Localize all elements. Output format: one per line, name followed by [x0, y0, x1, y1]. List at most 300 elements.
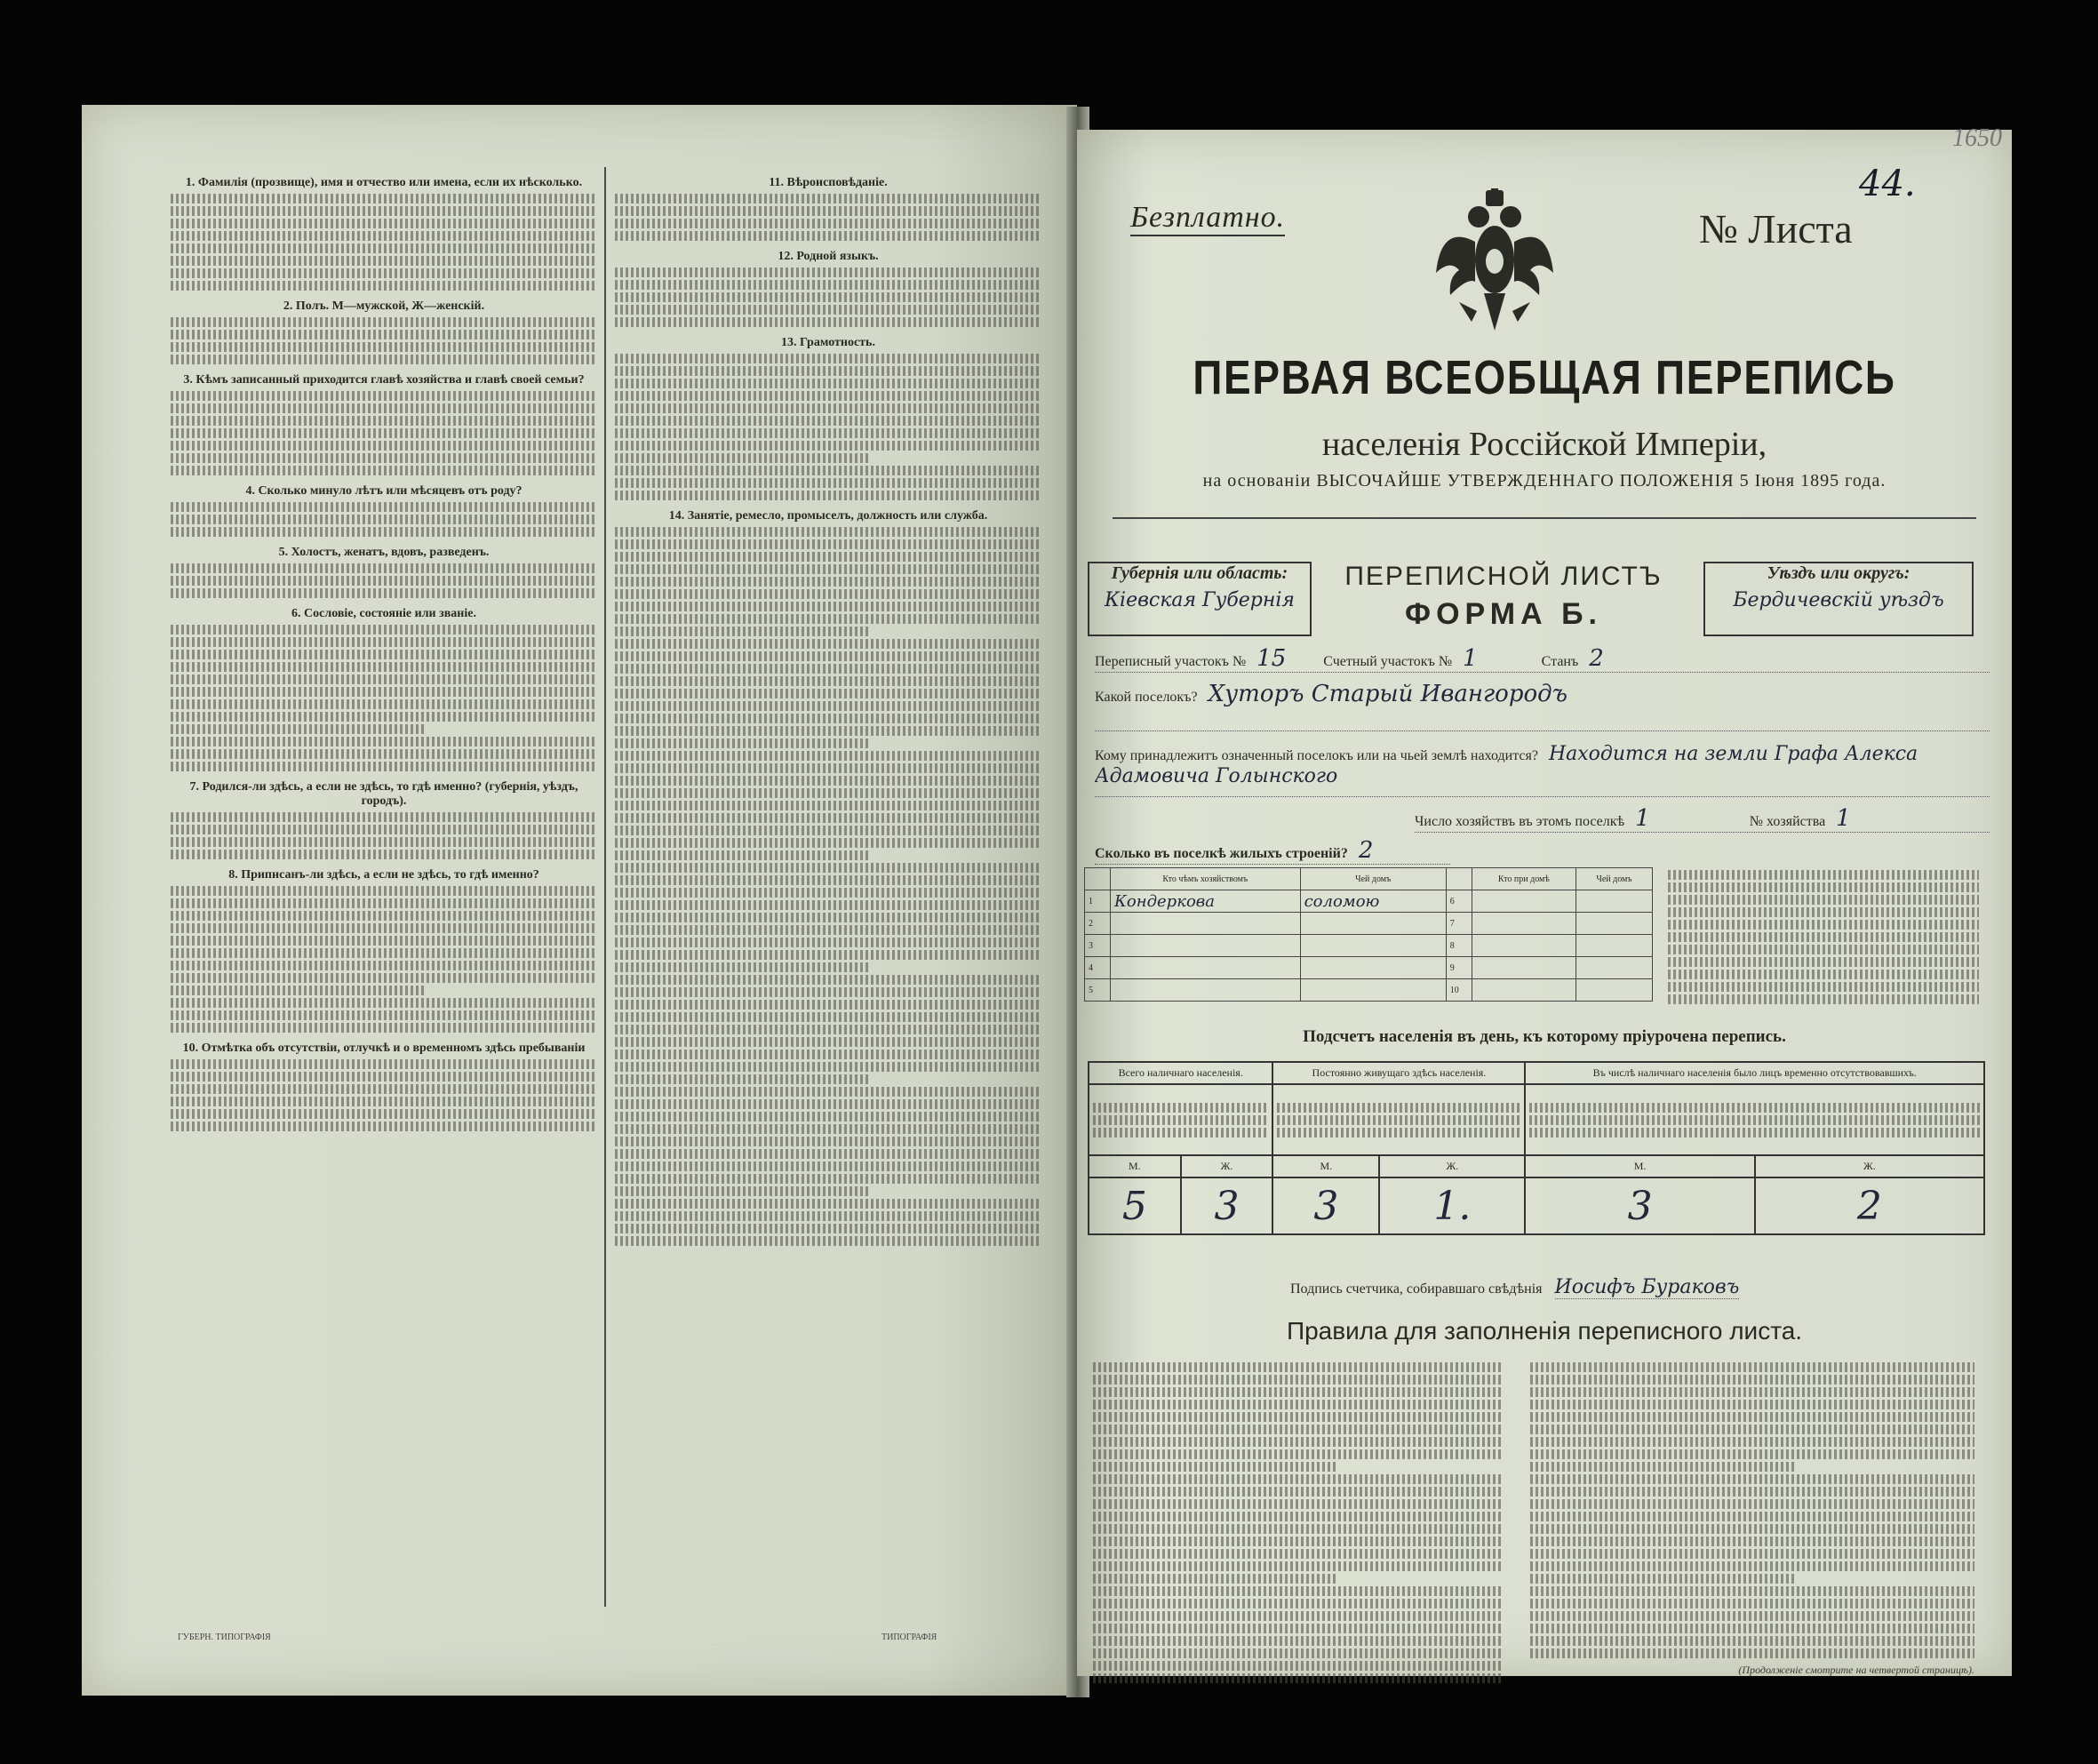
table-row: [1085, 935, 1653, 957]
table-cell: [1111, 935, 1301, 957]
table-header: Чей домъ: [1575, 868, 1652, 890]
text-line: [171, 330, 597, 339]
rules-right-column: [1530, 1360, 1974, 1677]
text-line: [1530, 1599, 1974, 1608]
buildings-value: 2: [1358, 837, 1374, 864]
text-line: [615, 1050, 1041, 1059]
text-line: [615, 676, 1041, 686]
text-line: [1093, 1574, 1338, 1584]
signature-row: [1290, 1276, 1739, 1298]
district-numbers-row: [1095, 645, 1990, 673]
text-line: [1093, 1387, 1502, 1397]
text-line: [171, 986, 427, 995]
population-count-value: 3: [1525, 1177, 1754, 1234]
text-line: [615, 813, 1041, 823]
sex-label: Ж.: [1755, 1155, 1984, 1177]
text-line: [615, 826, 1041, 835]
text-line: [615, 938, 1041, 947]
text-line: [615, 639, 1041, 649]
population-count-title: Подсчетъ населенія въ день, къ которому пріурочена перепись.: [1303, 1027, 1786, 1046]
text-line: [615, 1087, 1041, 1097]
text-line: [171, 650, 597, 659]
text-line: [171, 1072, 597, 1082]
text-line: [1530, 1512, 1974, 1521]
text-line: [615, 987, 1041, 997]
table-cell: [1575, 913, 1652, 935]
text-line: [171, 428, 597, 438]
text-line: [171, 194, 597, 204]
text-line: [171, 724, 427, 734]
text-line: [1093, 1599, 1502, 1608]
section-title: 5. Холостъ, женатъ, вдовъ, разведенъ.: [278, 546, 490, 559]
main-title: ПЕРВАЯ ВСЕОБЩАЯ ПЕРЕПИСЬ: [1193, 351, 1896, 404]
text-line: [171, 416, 597, 426]
household-no-value: 1: [1836, 805, 1851, 832]
text-line: [171, 403, 597, 413]
text-line: [615, 627, 871, 636]
district-label: Уѣздъ или округъ:: [1767, 563, 1911, 583]
text-line: [615, 875, 1041, 885]
text-line: [615, 714, 1041, 723]
text-line: [171, 256, 597, 266]
table-header: Кто чѣмъ хозяйствомъ: [1111, 868, 1301, 890]
text-line: [171, 515, 597, 524]
section-title: 7. Родился-ли здѣсь, а если не здѣсь, то гдѣ именно? (губернія, уѣздъ, городъ).: [189, 780, 578, 808]
text-line: [1530, 1624, 1974, 1633]
text-line: [1093, 1425, 1502, 1434]
text-line: [615, 900, 1041, 910]
footer-printer-left: ГУБЕРН. ТИПОГРАФІЯ: [178, 1632, 271, 1642]
table-cell: 10: [1446, 979, 1472, 1002]
section-title: 13. Грамотность.: [781, 336, 875, 349]
text-line: [615, 651, 1041, 661]
table-cell: [1575, 890, 1652, 913]
table-cell: [1111, 957, 1301, 979]
signature-label: Подпись счетчика, собиравшаго свѣдѣнія: [1290, 1281, 1543, 1297]
text-line: [615, 925, 1041, 935]
text-line: [1530, 1648, 1974, 1658]
sheet-number-handwritten: 44.: [1859, 164, 1916, 204]
text-line: [1530, 1537, 1974, 1546]
table-row: [1085, 957, 1653, 979]
text-line: [615, 888, 1041, 898]
table-cell: Кондеркова: [1111, 890, 1301, 913]
text-line: [615, 491, 1041, 500]
text-line: [171, 588, 597, 598]
table-cell: [1111, 979, 1301, 1002]
text-line: [1093, 1375, 1502, 1385]
text-line: [615, 305, 1041, 315]
form-title: ПЕРЕПИСНОЙ ЛИСТЪ: [1344, 562, 1663, 591]
text-line: [1093, 1673, 1502, 1683]
section-title: 14. Занятіе, ремесло, промыселъ, должность или служба.: [668, 509, 988, 523]
text-line: [615, 1025, 1041, 1034]
population-count-value: 2: [1755, 1177, 1984, 1234]
table-cell: [1300, 957, 1446, 979]
text-line: [615, 726, 1041, 736]
table-cell: [1472, 890, 1575, 913]
text-line: [1530, 1636, 1974, 1646]
text-line: [615, 1112, 1041, 1121]
text-line: [1093, 1524, 1502, 1534]
table-cell: [1111, 913, 1301, 935]
text-line: [1093, 1474, 1502, 1484]
buildings-row: [1095, 837, 1450, 865]
population-count-value: 1.: [1379, 1177, 1525, 1234]
text-line: [615, 589, 1041, 599]
text-line: [171, 699, 597, 709]
population-count-table: [1088, 1061, 1985, 1235]
text-line: [615, 689, 1041, 698]
text-line: [1530, 1499, 1974, 1509]
text-line: [615, 194, 1041, 204]
text-line: [171, 1010, 597, 1020]
table-cell: 4: [1085, 957, 1111, 979]
section-title: 6. Сословіе, состояніе или званіе.: [291, 607, 476, 620]
text-line: [1093, 1487, 1502, 1497]
text-line: [615, 751, 1041, 761]
owner-label: Кому принадлежитъ означенный поселокъ или на чьей землѣ находится?: [1095, 748, 1538, 763]
text-line: [1530, 1387, 1974, 1397]
text-line: [615, 379, 1041, 388]
district-value: Бердичевскій уѣздъ: [1733, 589, 1944, 611]
text-line: [615, 1186, 871, 1196]
form-heading: [1335, 562, 1672, 632]
text-line: [171, 466, 597, 475]
text-line: [1530, 1487, 1974, 1497]
text-line: [171, 527, 597, 537]
text-line: [1093, 1624, 1502, 1633]
text-line: [171, 898, 597, 908]
section-title: 1. Фамилія (прозвище), имя и отчество или имена, если их нѣсколько.: [185, 176, 583, 189]
text-line: [1093, 1412, 1502, 1422]
left-page: [82, 105, 1077, 1696]
signature-value: Иосифъ Бураковъ: [1554, 1276, 1740, 1298]
text-line: [615, 1149, 1041, 1159]
text-line: [615, 317, 1041, 327]
owner-row: [1095, 743, 1990, 797]
text-line: [615, 552, 1041, 562]
text-line: [171, 219, 597, 228]
text-line: [615, 1099, 1041, 1109]
text-line: [171, 637, 597, 647]
text-line: [1093, 1437, 1502, 1447]
text-line: [1530, 1474, 1974, 1484]
text-line: [615, 950, 1041, 960]
text-line: [171, 268, 597, 278]
text-line: [1093, 1449, 1502, 1459]
text-line: [171, 812, 597, 822]
text-line: [171, 674, 597, 684]
table-row: [1085, 913, 1653, 935]
text-line: [615, 403, 1041, 413]
section-title: 8. Приписанъ-ли здѣсь, а если не здѣсь, то гдѣ именно?: [228, 868, 539, 882]
table-cell: 6: [1446, 890, 1472, 913]
table-cell: [1300, 979, 1446, 1002]
text-line: [615, 577, 1041, 587]
text-line: [615, 1224, 1041, 1233]
counting-district-value: 1: [1463, 645, 1478, 672]
text-line: [615, 292, 1041, 302]
sex-label: М.: [1525, 1155, 1754, 1177]
text-line: [171, 837, 597, 847]
text-line: [171, 886, 597, 896]
text-line: [1530, 1400, 1974, 1409]
text-line: [615, 913, 1041, 922]
count-header: Въ числѣ наличнаго населенія было лицъ временно отсутствовавшихъ.: [1525, 1062, 1984, 1084]
table-cell: 2: [1085, 913, 1111, 935]
text-line: [1093, 1512, 1502, 1521]
text-line: [171, 342, 597, 352]
table-header: Кто при домѣ: [1472, 868, 1575, 890]
settlement-label: Какой поселокъ?: [1095, 690, 1198, 705]
table-cell: [1575, 957, 1652, 979]
text-line: [171, 1121, 597, 1131]
text-line: [615, 1199, 1041, 1209]
text-line: [171, 850, 597, 859]
divider: [1113, 517, 1976, 519]
text-line: [1530, 1437, 1974, 1447]
text-line: [615, 1161, 1041, 1171]
text-line: [615, 1137, 1041, 1146]
left-column-2: [615, 167, 1041, 1249]
census-district-label: Переписный участокъ №: [1095, 654, 1247, 669]
text-line: [615, 701, 1041, 711]
text-line: [615, 539, 1041, 549]
text-line: [1093, 1462, 1338, 1472]
stan-label: Станъ: [1541, 654, 1579, 669]
table-header: Чей домъ: [1300, 868, 1446, 890]
province-value: Кіевская Губернія: [1105, 589, 1295, 611]
text-line: [615, 280, 1041, 290]
text-line: [615, 1074, 871, 1084]
text-line: [615, 564, 1041, 574]
text-line: [1093, 1561, 1502, 1571]
text-line: [171, 625, 597, 635]
table-cell: 9: [1446, 957, 1472, 979]
sex-label: М.: [1089, 1155, 1181, 1177]
text-line: [171, 1059, 597, 1069]
text-line: [615, 776, 1041, 786]
table-cell: 8: [1446, 935, 1472, 957]
text-line: [615, 527, 1041, 537]
text-line: [615, 441, 1041, 451]
table-cell: 3: [1085, 935, 1111, 957]
left-column-1: [171, 167, 597, 1134]
text-line: [1093, 1648, 1502, 1658]
text-line: [171, 317, 597, 327]
text-line: [1093, 1499, 1502, 1509]
text-line: [1093, 1611, 1502, 1621]
household-no-label: № хозяйства: [1749, 814, 1826, 829]
text-line: [1530, 1574, 1797, 1584]
table-cell: соломою: [1300, 890, 1446, 913]
text-line: [615, 354, 1041, 363]
sex-label: М.: [1272, 1155, 1379, 1177]
double-headed-eagle-emblem-icon: [1432, 188, 1557, 339]
text-line: [171, 453, 597, 463]
text-line: [171, 1084, 597, 1094]
text-line: [615, 664, 1041, 674]
district-box: [1703, 562, 1974, 636]
text-line: [171, 1097, 597, 1106]
sheet-number-label: № Листа: [1699, 206, 1853, 251]
table-cell: [1575, 979, 1652, 1002]
table-cell: [1300, 913, 1446, 935]
section-title: 12. Родной языкъ.: [778, 250, 879, 263]
population-count-value: 3: [1181, 1177, 1273, 1234]
text-line: [1093, 1537, 1502, 1546]
text-line: [1093, 1586, 1502, 1596]
subtitle: населенія Россійской Имперіи,: [1321, 426, 1767, 463]
section-title: 2. Полъ. М—мужской, Ж—женскій.: [283, 299, 485, 313]
text-line: [171, 1109, 597, 1119]
text-line: [171, 737, 597, 746]
table-row: [1085, 979, 1653, 1002]
text-line: [171, 687, 597, 697]
text-line: [1530, 1524, 1974, 1534]
text-line: [171, 936, 597, 946]
text-line: [615, 863, 1041, 873]
text-line: [1530, 1561, 1974, 1571]
text-line: [615, 801, 1041, 810]
text-line: [615, 1062, 1041, 1072]
text-line: [171, 749, 597, 759]
households-label: Число хозяйствъ въ этомъ поселкѣ: [1415, 814, 1625, 829]
text-line: [171, 923, 597, 933]
province-box: [1088, 562, 1312, 636]
table-cell: [1575, 935, 1652, 957]
column-divider: [604, 167, 606, 1607]
text-line: [615, 850, 871, 860]
text-line: [615, 428, 1041, 438]
text-line: [1530, 1586, 1974, 1596]
text-line: [615, 614, 1041, 624]
section-title: 10. Отмѣтка объ отсутствіи, отлучкѣ и о временномъ здѣсь пребываніи: [182, 1042, 586, 1055]
free-label: Безплатно.: [1130, 201, 1285, 236]
table-cell: 1: [1085, 890, 1111, 913]
text-line: [1530, 1412, 1974, 1422]
text-line: [1093, 1400, 1502, 1409]
text-line: [615, 602, 1041, 611]
rules-title: Правила для заполненія переписного листа.: [1286, 1317, 1803, 1345]
owner-value: Находится на земли Графа Алекса Адамовича Голынского: [1095, 743, 1919, 787]
form-name: ФОРМА Б.: [1405, 597, 1602, 631]
text-line: [615, 206, 1041, 216]
text-line: [615, 838, 1041, 848]
text-line: [615, 1037, 1041, 1047]
text-line: [171, 355, 597, 364]
text-line: [1530, 1375, 1974, 1385]
text-line: [615, 416, 1041, 426]
census-district-value: 15: [1256, 645, 1287, 672]
text-line: [171, 825, 597, 834]
text-line: [171, 762, 597, 771]
text-line: [171, 948, 597, 958]
buildings-label: Сколько въ поселкѣ жилыхъ строеній?: [1095, 846, 1348, 861]
table-cell: [1472, 935, 1575, 957]
counting-district-label: Счетный участокъ №: [1323, 654, 1453, 669]
text-line: [171, 961, 597, 970]
settlement-value: Хуторъ Старый Ивангородъ: [1208, 681, 1568, 707]
text-line: [1530, 1449, 1974, 1459]
text-line: [615, 453, 871, 463]
text-line: [615, 1211, 1041, 1221]
household-table: [1084, 867, 1653, 1002]
table-cell: 5: [1085, 979, 1111, 1002]
text-line: [1530, 1611, 1974, 1621]
text-line: [171, 576, 597, 586]
population-count-value: 5: [1089, 1177, 1181, 1234]
text-line: [171, 662, 597, 672]
text-line: [1530, 1462, 1797, 1472]
text-line: [615, 466, 1041, 475]
sex-label: Ж.: [1379, 1155, 1525, 1177]
text-line: [171, 712, 597, 722]
text-line: [1530, 1549, 1974, 1559]
text-line: [615, 1236, 1041, 1246]
households-value: 1: [1635, 805, 1650, 832]
text-line: [1093, 1362, 1502, 1372]
table-cell: [1472, 979, 1575, 1002]
text-line: [171, 441, 597, 451]
text-line: [171, 973, 597, 983]
count-header: Всего наличнаго населенія.: [1089, 1062, 1272, 1084]
rules-left-column: [1093, 1360, 1502, 1686]
text-line: [1530, 1425, 1974, 1434]
table-cell: [1472, 913, 1575, 935]
settlement-row: [1095, 681, 1990, 731]
text-line: [615, 366, 1041, 376]
text-line: [615, 267, 1041, 277]
rules-footer: (Продолженіе смотрите на четвертой страницѣ).: [1738, 1664, 1974, 1676]
table-cell: [1472, 957, 1575, 979]
text-line: [615, 738, 871, 748]
text-line: [171, 231, 597, 241]
text-line: [615, 231, 1041, 241]
text-line: [615, 1000, 1041, 1010]
text-line: [615, 962, 871, 972]
table-row: [1085, 890, 1653, 913]
sex-label: Ж.: [1181, 1155, 1273, 1177]
text-line: [615, 975, 1041, 985]
text-line: [1093, 1661, 1502, 1671]
text-line: [171, 281, 597, 291]
text-line: [171, 1023, 597, 1033]
households-row: [1415, 805, 1990, 833]
table-cell: [1300, 935, 1446, 957]
text-line: [615, 788, 1041, 798]
text-line: [615, 219, 1041, 228]
text-line: [171, 563, 597, 573]
text-line: [171, 998, 597, 1008]
text-line: [1093, 1549, 1502, 1559]
stan-value: 2: [1589, 645, 1604, 672]
text-line: [615, 1124, 1041, 1134]
legal-basis: на основаніи ВЫСОЧАЙШЕ УТВЕРЖДЕННАГО ПОЛОЖЕНІЯ 5 Іюня 1895 года.: [1202, 471, 1887, 491]
province-label: Губернія или область:: [1111, 563, 1288, 583]
text-line: [615, 391, 1041, 401]
text-line: [171, 391, 597, 401]
text-line: [615, 763, 1041, 773]
count-header: Постоянно живущаго здѣсь населенія.: [1272, 1062, 1525, 1084]
text-line: [171, 911, 597, 921]
footer-printer-right: ТИПОГРАФІЯ: [881, 1632, 937, 1642]
text-line: [615, 1174, 1041, 1184]
text-line: [171, 502, 597, 512]
section-title: 11. Вѣроисповѣданіе.: [769, 176, 888, 189]
page-number-handwritten: 1650: [1952, 124, 2002, 152]
